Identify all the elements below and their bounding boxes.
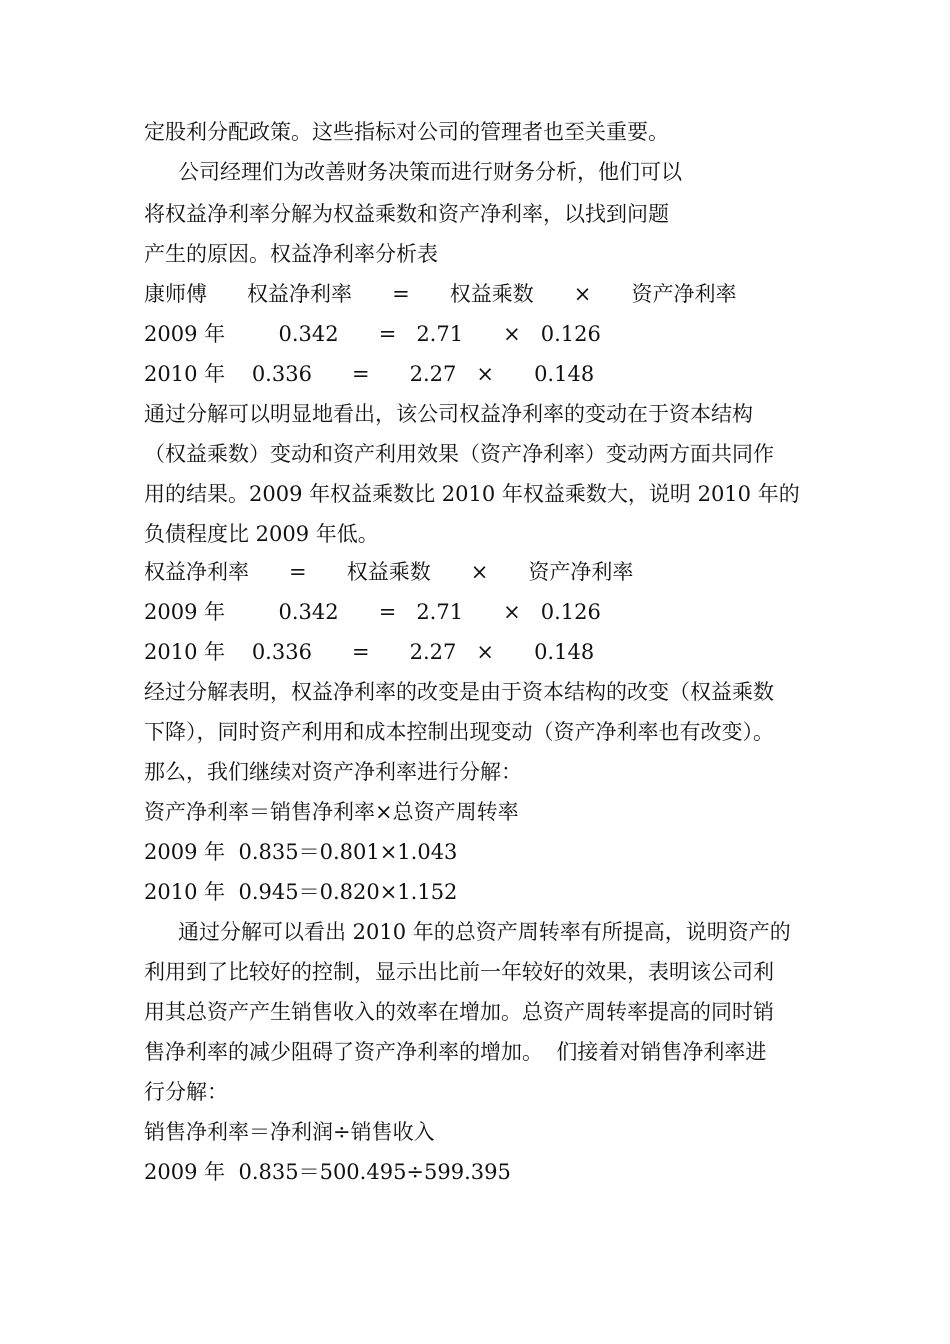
text-line: 公司经理们为改善财务决策而进行财务分析，他们可以 bbox=[178, 160, 682, 184]
formula-row-2010: 2010 年 0.945＝0.820×1.152 bbox=[144, 880, 458, 904]
table-row-2010: 2010 年 0.336 = 2.27 × 0.148 bbox=[144, 640, 595, 664]
text-line: 将权益净利率分解为权益乘数和资产净利率，以找到问题 bbox=[144, 202, 669, 226]
text-line: 通过分解可以看出 2010 年的总资产周转率有所提高，说明资产的 bbox=[178, 920, 791, 944]
formula-line: 资产净利率＝销售净利率×总资产周转率 bbox=[144, 800, 519, 824]
formula-line: 销售净利率＝净利润÷销售收入 bbox=[144, 1120, 435, 1144]
table-header-row: 权益净利率 = 权益乘数 × 资产净利率 bbox=[144, 560, 634, 584]
text-line: 用其总资产产生销售收入的效率在增加。总资产周转率提高的同时销 bbox=[144, 1000, 774, 1024]
text-line: 售净利率的减少阻碍了资产净利率的增加。 们接着对销售净利率进 bbox=[144, 1040, 767, 1064]
table-header-row: 康师傅 权益净利率 = 权益乘数 × 资产净利率 bbox=[144, 282, 737, 306]
formula-row-2009: 2009 年 0.835＝0.801×1.043 bbox=[144, 840, 458, 864]
formula-row-2009: 2009 年 0.835＝500.495÷599.395 bbox=[144, 1160, 511, 1184]
table-row-2009: 2009 年 0.342 = 2.71 × 0.126 bbox=[144, 322, 601, 346]
text-line: 用的结果。2009 年权益乘数比 2010 年权益乘数大，说明 2010 年的 bbox=[144, 482, 800, 506]
text-line: 负债程度比 2009 年低。 bbox=[144, 522, 379, 546]
text-line: 利用到了比较好的控制，显示出比前一年较好的效果，表明该公司利 bbox=[144, 960, 774, 984]
text-line: 定股利分配政策。这些指标对公司的管理者也至关重要。 bbox=[144, 120, 669, 144]
text-line: （权益乘数）变动和资产利用效果（资产净利率）变动两方面共同作 bbox=[144, 442, 774, 466]
table-row-2009: 2009 年 0.342 = 2.71 × 0.126 bbox=[144, 600, 601, 624]
table-row-2010: 2010 年 0.336 = 2.27 × 0.148 bbox=[144, 362, 595, 386]
text-line: 那么，我们继续对资产净利率进行分解： bbox=[144, 760, 522, 784]
text-line: 下降），同时资产利用和成本控制出现变动（资产净利率也有改变）。 bbox=[144, 720, 774, 744]
text-line: 通过分解可以明显地看出，该公司权益净利率的变动在于资本结构 bbox=[144, 402, 753, 426]
text-line: 经过分解表明，权益净利率的改变是由于资本结构的改变（权益乘数 bbox=[144, 680, 774, 704]
text-line: 行分解： bbox=[144, 1080, 228, 1104]
text-line: 产生的原因。权益净利率分析表 bbox=[144, 242, 438, 266]
